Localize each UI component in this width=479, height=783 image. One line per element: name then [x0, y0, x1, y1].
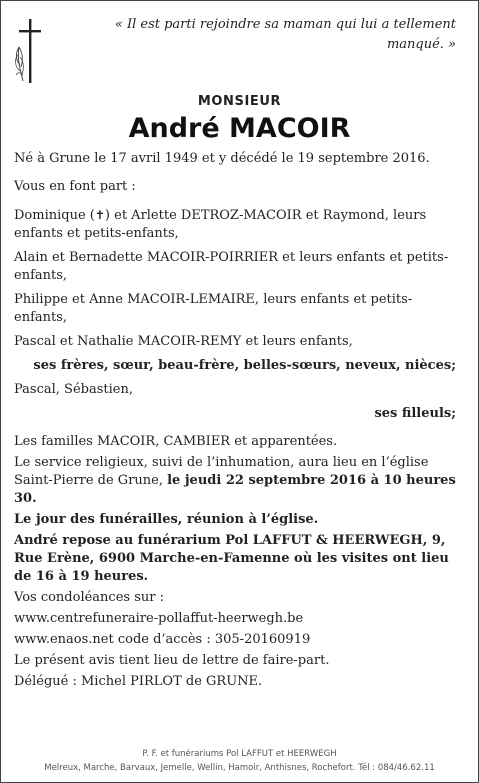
siblings-line: ses frères, sœur, beau-frère, belles-sœurs, neveux, nièces;	[33, 358, 456, 373]
family-line-4: Pascal et Nathalie MACOIR-REMY et leurs enfants,	[14, 334, 353, 349]
notice-body	[14, 150, 456, 691]
reunion-line: Le jour des funérailles, réunion à l’église.	[14, 512, 319, 527]
condolences-label: Vos condoléances sur :	[14, 590, 164, 605]
website-2: www.enaos.net code d’accès : 305-20160919	[14, 632, 311, 647]
family-line-1	[14, 206, 456, 243]
footer-line-2: Melreux, Marche, Barvaux, Jemelle, Wellin, Hamoir, Anthisnes, Rochefort. Tél : 084/46.62.11	[44, 763, 435, 773]
notice-line: Le présent avis tient lieu de lettre de faire-part.	[14, 653, 330, 668]
cross-with-wheat-icon	[11, 17, 51, 87]
service-paragraph	[14, 454, 456, 508]
family-line-1-end: ) et Arlette DETROZ-MACOIR et Raymond, leurs enfants et petits-enfants,	[14, 208, 427, 241]
families-line: Les familles MACOIR, CAMBIER et apparentées.	[14, 434, 338, 449]
funeral-home-footer	[1, 747, 478, 775]
godchildren-names: Pascal, Sébastien,	[14, 382, 133, 397]
service-text: Le service religieux, suivi de l’inhumation, aura lieu en l’église Saint-Pierre de Grune,	[14, 455, 429, 488]
honorific: MONSIEUR	[197, 94, 282, 109]
family-line-1-start: Dominique (	[14, 208, 95, 223]
godchildren-line: ses filleuls;	[374, 406, 456, 421]
service-date: le jeudi 22 septembre 2016 à 10 heures 30.	[14, 473, 456, 506]
deceased-name: André MACOIR	[128, 113, 351, 144]
intro-line: Vous en font part :	[14, 179, 136, 194]
epitaph-quote: « Il est parti rejoindre sa maman qui lui a tellement manqué. »	[114, 17, 456, 52]
birth-death-line: Né à Grune le 17 avril 1949 et y décédé le 19 septembre 2016.	[14, 151, 430, 166]
family-line-2: Alain et Bernadette MACOIR-POIRRIER et leurs enfants et petits-enfants,	[14, 250, 449, 283]
funerarium-paragraph: André repose au funérarium Pol LAFFUT & HEERWEGH, 9, Rue Erène, 6900 Marche-en-Famenne où les visites ont lieu de 16 à 19 heures.	[14, 533, 449, 584]
family-line-3: Philippe et Anne MACOIR-LEMAIRE, leurs enfants et petits-enfants,	[14, 292, 413, 325]
website-1: www.centrefuneraire-pollaffut-heerwegh.be	[14, 611, 304, 626]
delegate-line: Délégué : Michel PIRLOT de GRUNE.	[14, 674, 263, 689]
deceased-cross-icon: ✝	[94, 208, 105, 222]
footer-line-1: P. F. et funérariums Pol LAFFUT et HEERWEGH	[142, 749, 337, 759]
